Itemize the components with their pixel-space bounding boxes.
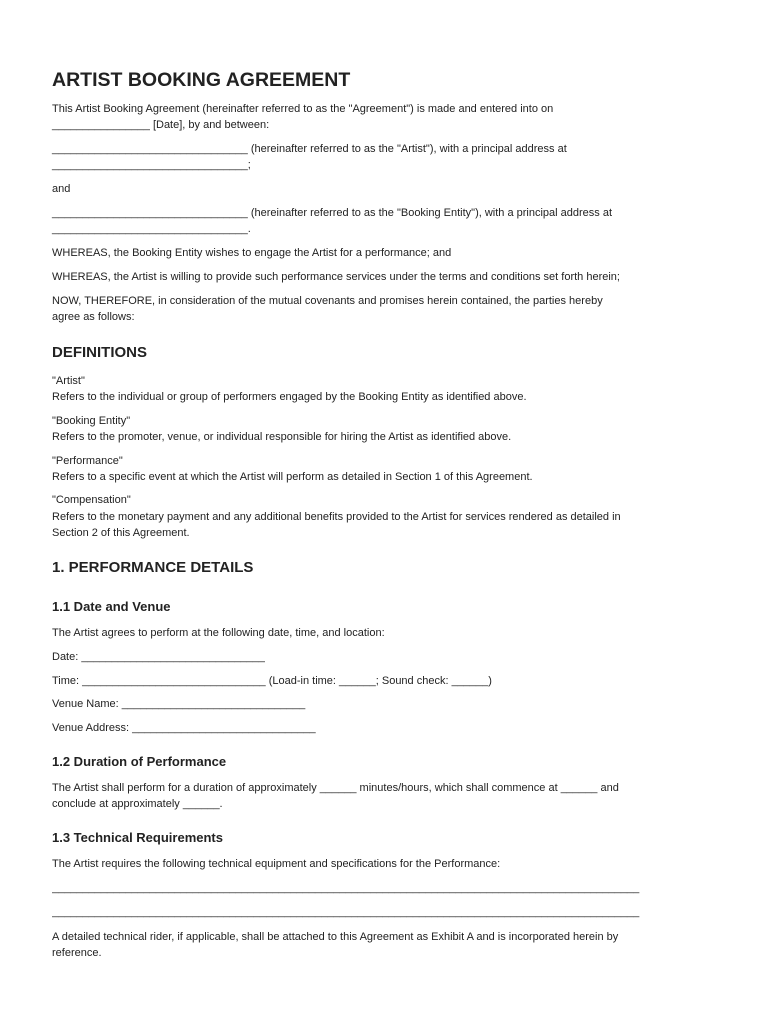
venue-address-field-line: Venue Address: ______________________________ [52,722,316,734]
technical-rider-line-1: A detailed technical rider, if applicable, shall be attached to this Agreement as Exhibit A and is incorporated herein by [52,931,619,943]
and-line: and [52,183,71,195]
whereas-clause-2: WHEREAS, the Artist is willing to provide such performance services under the terms and conditions set forth herein; [52,271,620,283]
date-venue-intro: The Artist agrees to perform at the following date, time, and location: [52,627,385,639]
technical-blank-line: ________________________________________________________________________________________________ [52,906,640,918]
artist-party-line-2: ________________________________; [52,159,251,171]
section-1-2-heading: 1.2 Duration of Performance [52,754,227,769]
definition-text: Refers to the monetary payment and any additional benefits provided to the Artist for services rendered as detailed in [52,511,621,523]
document-title: ARTIST BOOKING AGREEMENT [52,69,351,91]
technical-rider-line-2: reference. [52,947,102,959]
now-therefore-line-2: agree as follows: [52,311,135,323]
definitions-heading: DEFINITIONS [52,344,148,361]
definition-term: "Artist" [52,375,85,387]
definition-text: Refers to a specific event at which the Artist will perform as detailed in Section 1 of this Agreement. [52,471,533,483]
venue-name-field-line: Venue Name: ______________________________ [52,698,306,710]
section-1-heading: 1. PERFORMANCE DETAILS [52,559,254,576]
section-1-3-heading: 1.3 Technical Requirements [52,830,223,845]
now-therefore-line-1: NOW, THEREFORE, in consideration of the mutual covenants and promises herein contained, the parties hereby [52,295,603,307]
definition-term: "Compensation" [52,494,131,506]
definition-text-continued: Section 2 of this Agreement. [52,527,190,539]
technical-intro: The Artist requires the following technical equipment and specifications for the Performance: [52,858,501,870]
intro-line-2: ________________ [Date], by and between: [52,119,270,131]
section-1-1-heading: 1.1 Date and Venue [52,599,171,614]
booking-party-line-1: ________________________________ (hereinafter referred to as the "Booking Entity"), with a principal address at [52,207,613,219]
whereas-clause-1: WHEREAS, the Booking Entity wishes to engage the Artist for a performance; and [52,247,452,259]
technical-blank-line: ________________________________________________________________________________________________ [52,882,640,894]
definition-term: "Performance" [52,455,123,467]
definition-text: Refers to the promoter, venue, or individual responsible for hiring the Artist as identified above. [52,431,512,443]
artist-party-line-1: ________________________________ (hereinafter referred to as the "Artist"), with a principal address at [52,143,567,155]
duration-line-1: The Artist shall perform for a duration of approximately ______ minutes/hours, which shall commence at ______ and [52,782,619,794]
booking-party-line-2: ________________________________. [52,223,251,235]
intro-line-1: This Artist Booking Agreement (hereinafter referred to as the "Agreement") is made and entered into on [52,103,554,115]
definition-term: "Booking Entity" [52,415,131,427]
time-field-line: Time: ______________________________ (Load-in time: ______; Sound check: ______) [52,675,492,687]
date-field-line: Date: ______________________________ [52,651,265,663]
definition-text: Refers to the individual or group of performers engaged by the Booking Entity as identified above. [52,391,527,403]
duration-line-2: conclude at approximately ______. [52,798,223,810]
